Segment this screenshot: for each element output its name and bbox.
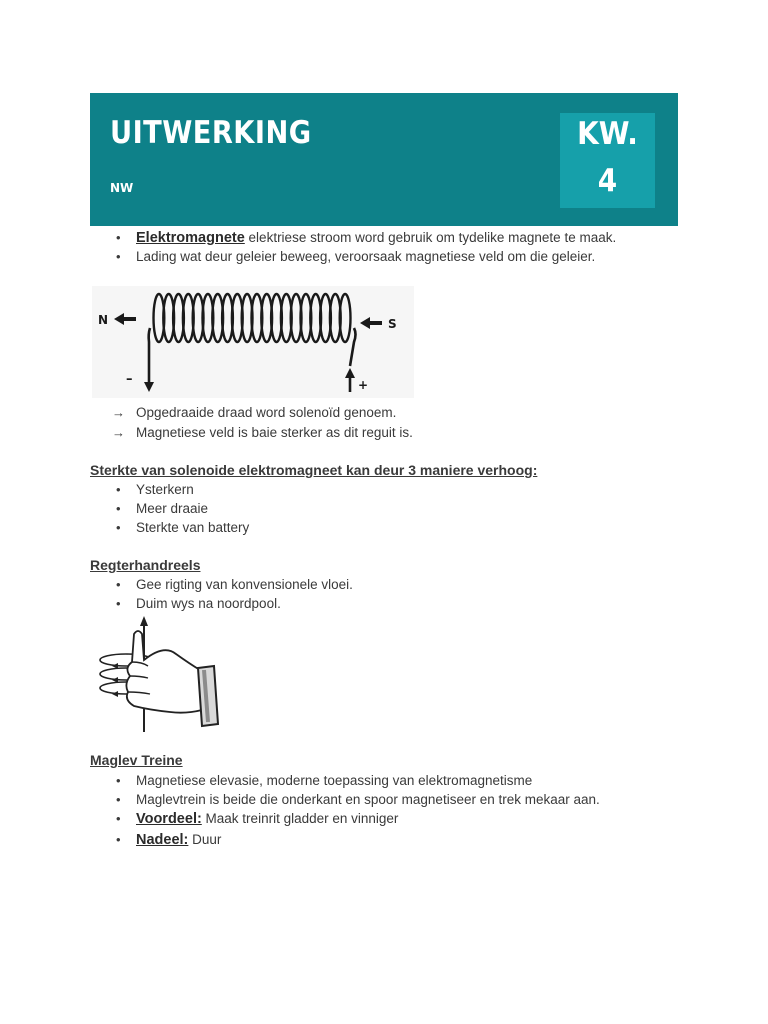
- term-nadeel: Nadeel:: [136, 832, 189, 848]
- week-badge: [560, 113, 655, 208]
- solenoid-figure: [92, 286, 414, 398]
- term-elektromagnete: Elektromagnete: [136, 230, 245, 246]
- bullet: •: [116, 249, 121, 264]
- bullet: •: [116, 811, 121, 826]
- arrow-item-text: Opgedraaide draad word solenoïd genoem.: [136, 405, 397, 420]
- bullet: •: [116, 792, 121, 807]
- page-subtitle: NW: [110, 181, 134, 195]
- list-item-text: Maak treinrit gladder en vinniger: [201, 811, 399, 826]
- list-item-text: elektriese stroom word gebruik om tydelike magnete te maak.: [244, 230, 617, 245]
- page-title: UITWERKING: [110, 115, 312, 151]
- arrow-item-text: Magnetiese veld is baie sterker as dit reguit is.: [136, 425, 413, 440]
- list-item-text: Meer draaie: [136, 501, 209, 516]
- week-badge-number: 4: [597, 163, 618, 199]
- bullet: •: [116, 501, 121, 516]
- term-voordeel: Voordeel:: [136, 811, 202, 827]
- north-label: N: [98, 313, 109, 327]
- positive-label: +: [358, 378, 369, 392]
- list-item-text: Lading wat deur geleier beweeg, veroorsaak magnetiese veld om die geleier.: [136, 249, 596, 264]
- arrow-icon: →: [112, 425, 125, 440]
- list-item-text: Maglevtrein is beide die onderkant en spoor magnetiseer en trek mekaar aan.: [136, 792, 600, 807]
- list-item-text: Duim wys na noordpool.: [136, 596, 281, 611]
- list-item-text: Ysterkern: [136, 482, 194, 497]
- right-hand-rule-figure: [94, 614, 220, 734]
- list-item-text: Sterkte van battery: [136, 520, 250, 535]
- list-item-text: Magnetiese elevasie, moderne toepassing van elektromagnetisme: [136, 773, 533, 788]
- bullet: •: [116, 230, 121, 245]
- header-banner: [90, 93, 678, 226]
- bullet: •: [116, 482, 121, 497]
- bullet: •: [116, 596, 121, 611]
- negative-label: –: [126, 372, 133, 387]
- section-heading: Sterkte van solenoide elektromagneet kan deur 3 maniere verhoog:: [90, 462, 538, 478]
- bullet: •: [116, 773, 121, 788]
- south-label: S: [388, 317, 397, 331]
- week-badge-label: KW.: [577, 116, 638, 152]
- bullet: •: [116, 832, 121, 847]
- section-heading: Regterhandreels: [90, 557, 201, 573]
- bullet: •: [116, 577, 121, 592]
- list-item-text: Gee rigting van konvensionele vloei.: [136, 577, 353, 592]
- bullet: •: [116, 520, 121, 535]
- arrow-icon: →: [112, 405, 125, 420]
- list-item-text: Duur: [188, 832, 222, 847]
- section-heading: Maglev Treine: [90, 752, 183, 768]
